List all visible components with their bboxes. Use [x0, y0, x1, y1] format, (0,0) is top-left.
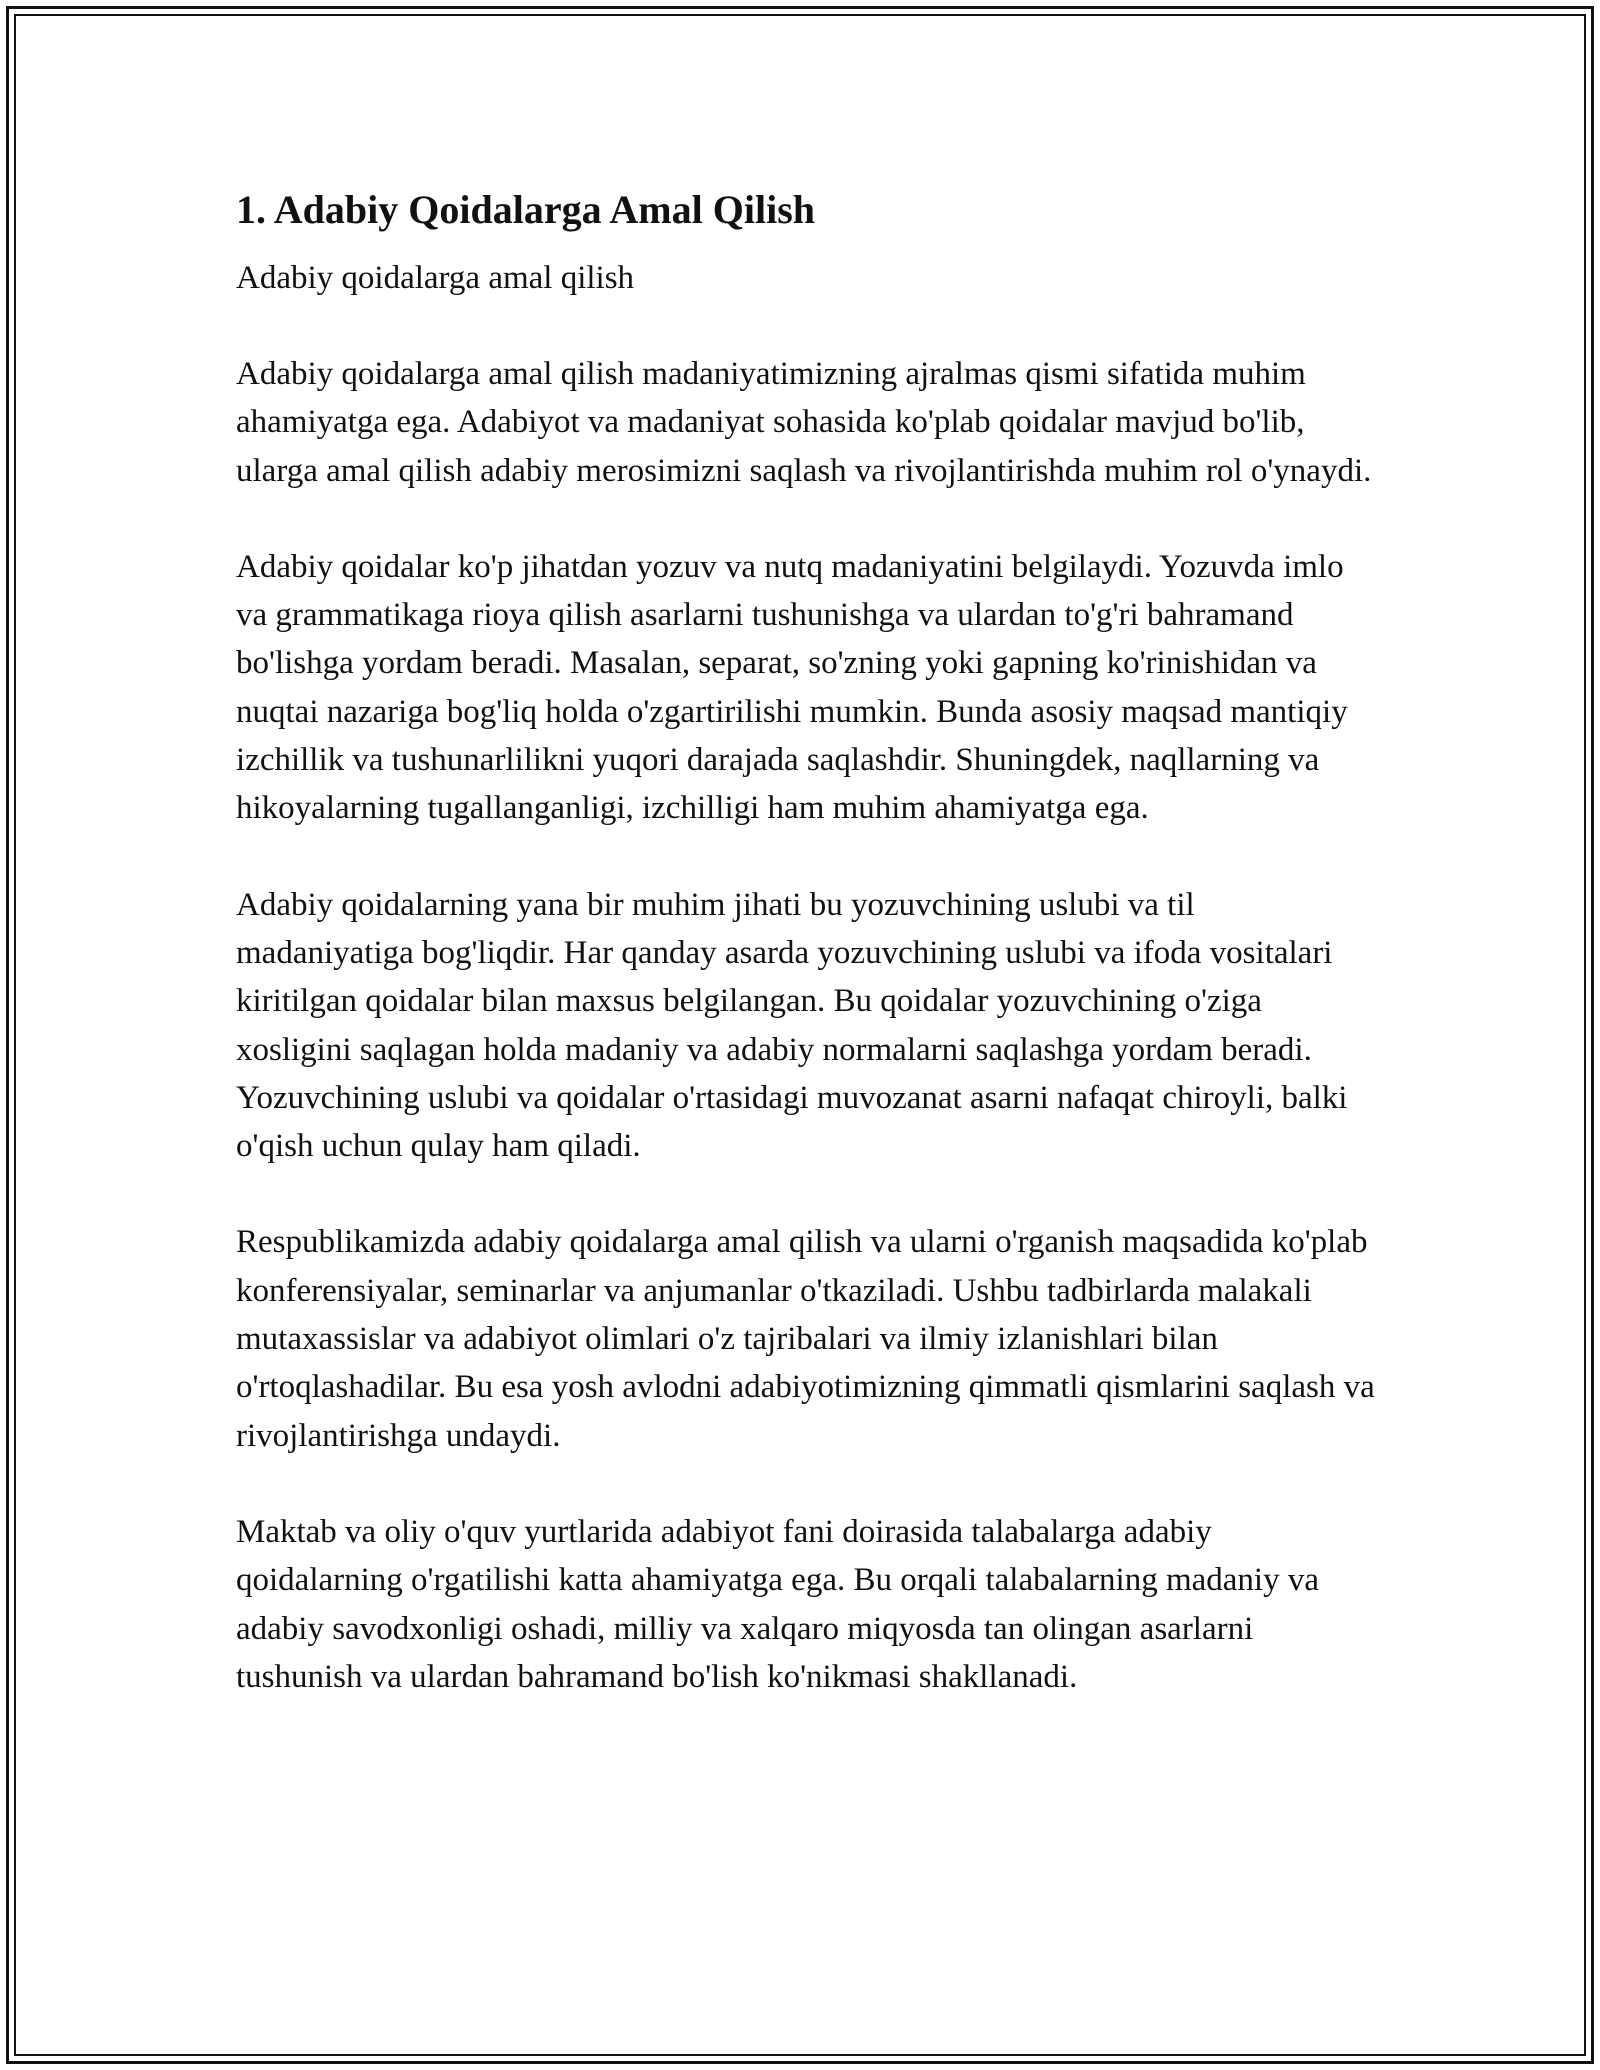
paragraph: Adabiy qoidalarga amal qilish madaniyatimizning ajralmas qismi sifatida muhim ahamiyatga ega. Adabiyot va madaniyat sohasida ko'plab qoidalar mavjud bo'lib, ularga amal qilish adabiy merosimizni saqlash va rivojlantirishda muhim rol o'ynaydi. — [236, 356, 1372, 489]
document-body — [236, 186, 1376, 1749]
paragraph: Maktab va oliy o'quv yurtlarida adabiyot fani doirasida talabalarga adabiy qoidalarning o'rgatilishi katta ahamiyatga ega. Bu orqali talabalarning madaniy va adabiy savodxonligi oshadi, milliy va xalqaro miqyosda tan olingan asarlarni tushunish va ulardan bahramand bo'lish ko'nikmasi shakllanadi. — [236, 1513, 1319, 1695]
paragraph: Adabiy qoidalar ko'p jihatdan yozuv va nutq madaniyatini belgilaydi. Yozuvda imlo va grammatikaga rioya qilish asarlarni tushunishga va ulardan to'g'ri bahramand bo'lishga yordam beradi. Masalan, separat, so'zning yoki gapning ko'rinishidan va nuqtai nazariga bog'liq holda o'zgartirilishi mumkin. Bunda asosiy maqsad mantiqiy izchillik va tushunarlilikni yuqori darajada saqlashdir. Shuningdek, naqllarning va hikoyalarning tugallanganligi, izchilligi ham muhim ahamiyatga ega. — [236, 548, 1348, 827]
paragraph: Adabiy qoidalarning yana bir muhim jihati bu yozuvchining uslubi va til madaniyatiga bog'liqdir. Har qanday asarda yozuvchining uslubi va ifoda vositalari kiritilgan qoidalar bilan maxsus belgilangan. Bu qoidalar yozuvchining o'ziga xosligini saqlagan holda madaniy va adabiy normalarni saqlashga yordam beradi. Yozuvchining uslubi va qoidalar o'rtasidagi muvozanat asarni nafaqat chiroyli, balki o'qish uchun qulay ham qiladi. — [236, 886, 1348, 1165]
document-subtitle: Adabiy qoidalarga amal qilish — [236, 260, 635, 296]
page-title: 1. Adabiy Qoidalarga Amal Qilish — [236, 187, 816, 232]
paragraph: Respublikamizda adabiy qoidalarga amal qilish va ularni o'rganish maqsadida ko'plab konferensiyalar, seminarlar va anjumanlar o'tkaziladi. Ushbu tadbirlarda malakali mutaxassislar va adabiyot olimlari o'z tajribalari va ilmiy izlanishlari bilan o'rtoqlashadilar. Bu esa yosh avlodni adabiyotimizning qimmatli qismlarini saqlash va rivojlantirishga undaydi. — [236, 1224, 1375, 1454]
